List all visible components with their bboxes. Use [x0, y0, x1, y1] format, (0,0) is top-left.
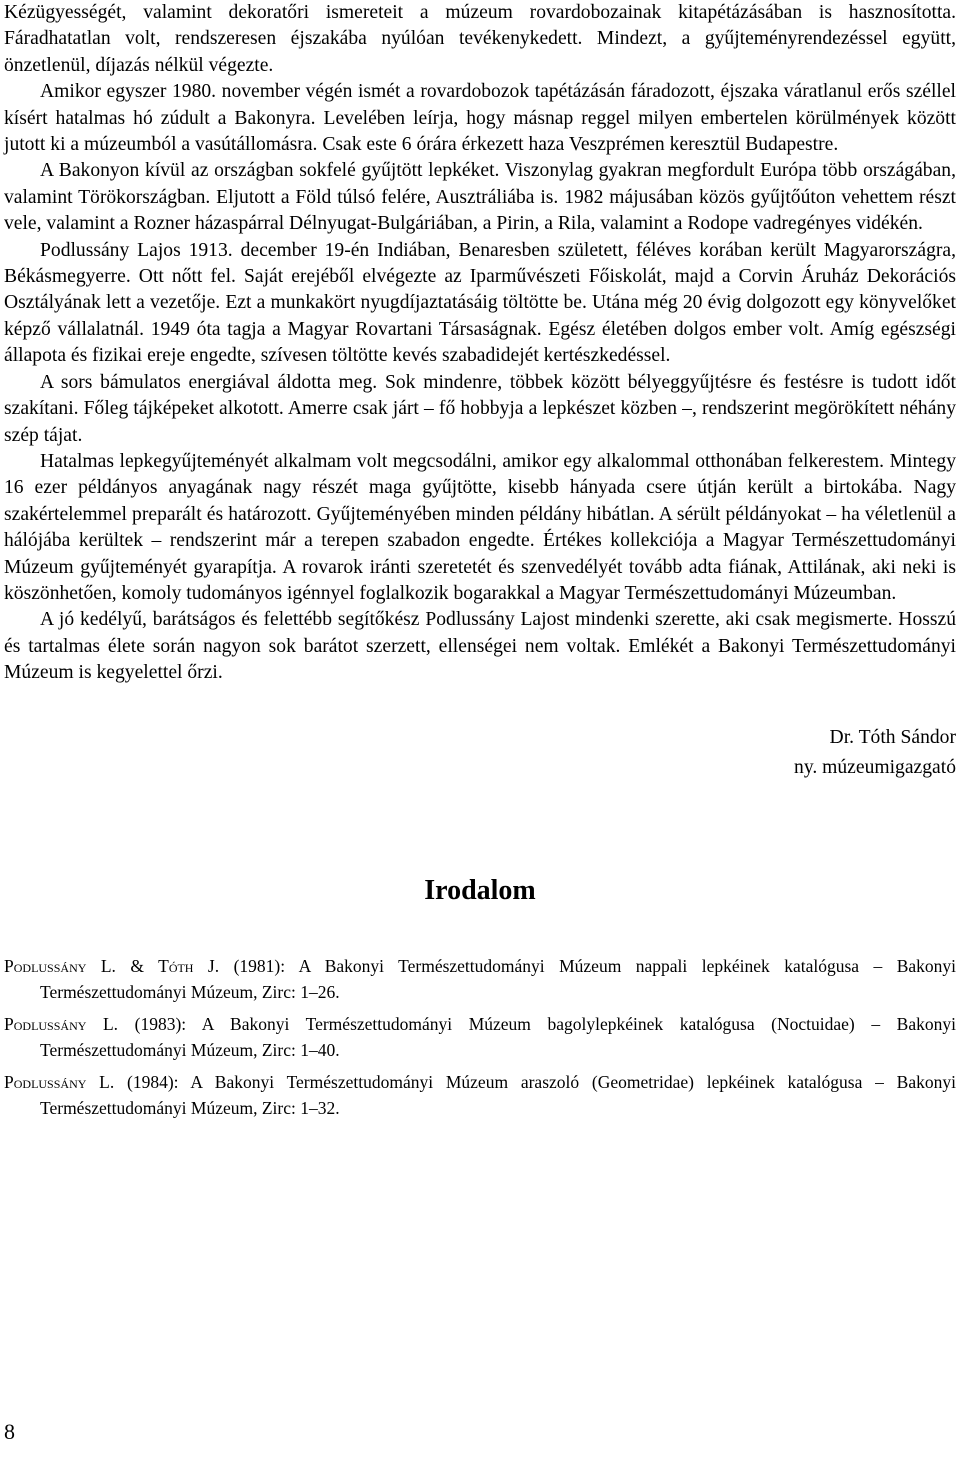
body-paragraph: A sors bámulatos energiával áldotta meg. Sok mindenre, többek között bélyeggyűjtésre és festésre is tudott időt szakítani. Főleg tájképeket alkotott. Amerre csak járt – fő hobbyja a lepkészet közben –, rendszerint megörökített néhány szép tájat. [4, 371, 956, 446]
body-paragraph: A Bakonyon kívül az országban sokfelé gyűjtött lepkéket. Viszonylag gyakran megfordult Európa több országában, valamint Törökországban. Eljutott a Föld túlsó felére, Ausztráliába is. 1982 májusában közös gyűjtőúton vehettem részt vele, valamint a Rozner házaspárral Délnyugat-Bulgáriában, a Pirin, a Rila, valamint a Rodope vadregényes vidékén. [4, 160, 956, 235]
body-paragraph: Podlussány Lajos 1913. december 19-én Indiában, Benaresben született, féléves korában került Magyarországra, Békásmegyerre. Ott nőtt fel. Saját erejéből elvégezte az Iparművészeti Főiskolát, majd a Corvin Áruház Dekorációs Osztályának lett a vezetője. Ezt a munkakört nyugdíjaztatásáig töltötte be. Utána még 20 évig dolgozott egy könyvelőket képző vállalatnál. 1949 óta tagja a Magyar Rovartani Társaságnak. Egész életében dolgos ember volt. Amíg egészségi állapota és fizikai ereje engedte, szívesen töltötte kevés szabadidejét kertészkedéssel. [4, 239, 956, 367]
reference-list [4, 953, 956, 1121]
body-paragraph: A jó kedélyű, barátságos és felettébb segítőkész Podlussány Lajost mindenki szerette, aki csak megismerte. Hosszú és tartalmas élete során nagyon sok barátot szerzett, ellenségei nem voltak. Emlékét a Bakonyi Természettudományi Múzeum is kegyelettel őrzi. [4, 609, 956, 684]
signature-block [4, 723, 956, 783]
body-paragraph: Amikor egyszer 1980. november végén ismét a rovardobozok tapétázásán fáradozott, éjszaka váratlanul erős széllel kísért hatalmas hó zúdult a Bakonyra. Levelében leírja, hogy másnap reggel milyen embertelen körülmények között jutott ki a múzeumból a vasútállomásra. Csak este 6 órára érkezett haza Veszprémen keresztül Budapestre. [4, 81, 956, 156]
reference-item [4, 953, 956, 1005]
reference-authors: Podlussány L. [4, 1071, 115, 1092]
reference-authors: Podlussány L. [4, 1013, 119, 1034]
signature-role: ny. múzeumigazgató [794, 756, 956, 778]
body-paragraph: Hatalmas lepkegyűjteményét alkalmam volt megcsodálni, amikor egy alkalommal otthonában felkerestem. Mintegy 16 ezer példányos anyagának nagy részét maga gyűjtötte, kisebb hányada csere útján került a birtokába. Nagy szakértelemmel preparált és határozott. Gyűjteményében minden példány hibátlan. A sérült példányokat – ha véletlenül a hálójába kerültek – rendszerint már a terepen szabadon engedte. Értékes kollekciója a Magyar Természettudományi Múzeum gyűjteményét gyarapítja. A rovarok iránti szeretetét és szenvedélyét tovább adta fiának, Attilának, aki neki is köszönhetően, komoly tudományos igénnyel foglalkozik bogarakkal a Magyar Természettudományi Múzeumban. [4, 450, 956, 604]
reference-item [4, 1011, 956, 1063]
section-title: Irodalom [424, 874, 536, 906]
page-number: 8 [4, 1419, 15, 1444]
reference-authors: Podlussány L. & Tóth J. [4, 955, 220, 976]
reference-item [4, 1069, 956, 1121]
reference-text: (1984): A Bakonyi Természettudományi Múzeum araszoló (Geometridae) lepkéinek katalógusa – Bakonyi Természettudományi Múzeum, Zirc: 1–32. [40, 1071, 956, 1118]
reference-text: (1981): A Bakonyi Természettudományi Múzeum nappali lepkéinek katalógusa – Bakonyi Természettudományi Múzeum, Zirc: 1–26. [40, 955, 956, 1002]
document-page [4, 0, 956, 1127]
body-paragraph: Kézügyességét, valamint dekoratőri ismereteit a múzeum rovardobozainak kitapétázásában is hasznosította. Fáradhatatlan volt, rendszeresen éjszakába nyúlóan tevékenykedett. Mindezt, a gyűjteményrendezéssel együtt, önzetlenül, díjazás nélkül végezte. [4, 2, 956, 76]
signature-name: Dr. Tóth Sándor [829, 726, 956, 748]
reference-text: (1983): A Bakonyi Természettudományi Múzeum bagolylepkéinek katalógusa (Noctuidae) – Bakonyi Természettudományi Múzeum, Zirc: 1–40. [40, 1013, 956, 1060]
